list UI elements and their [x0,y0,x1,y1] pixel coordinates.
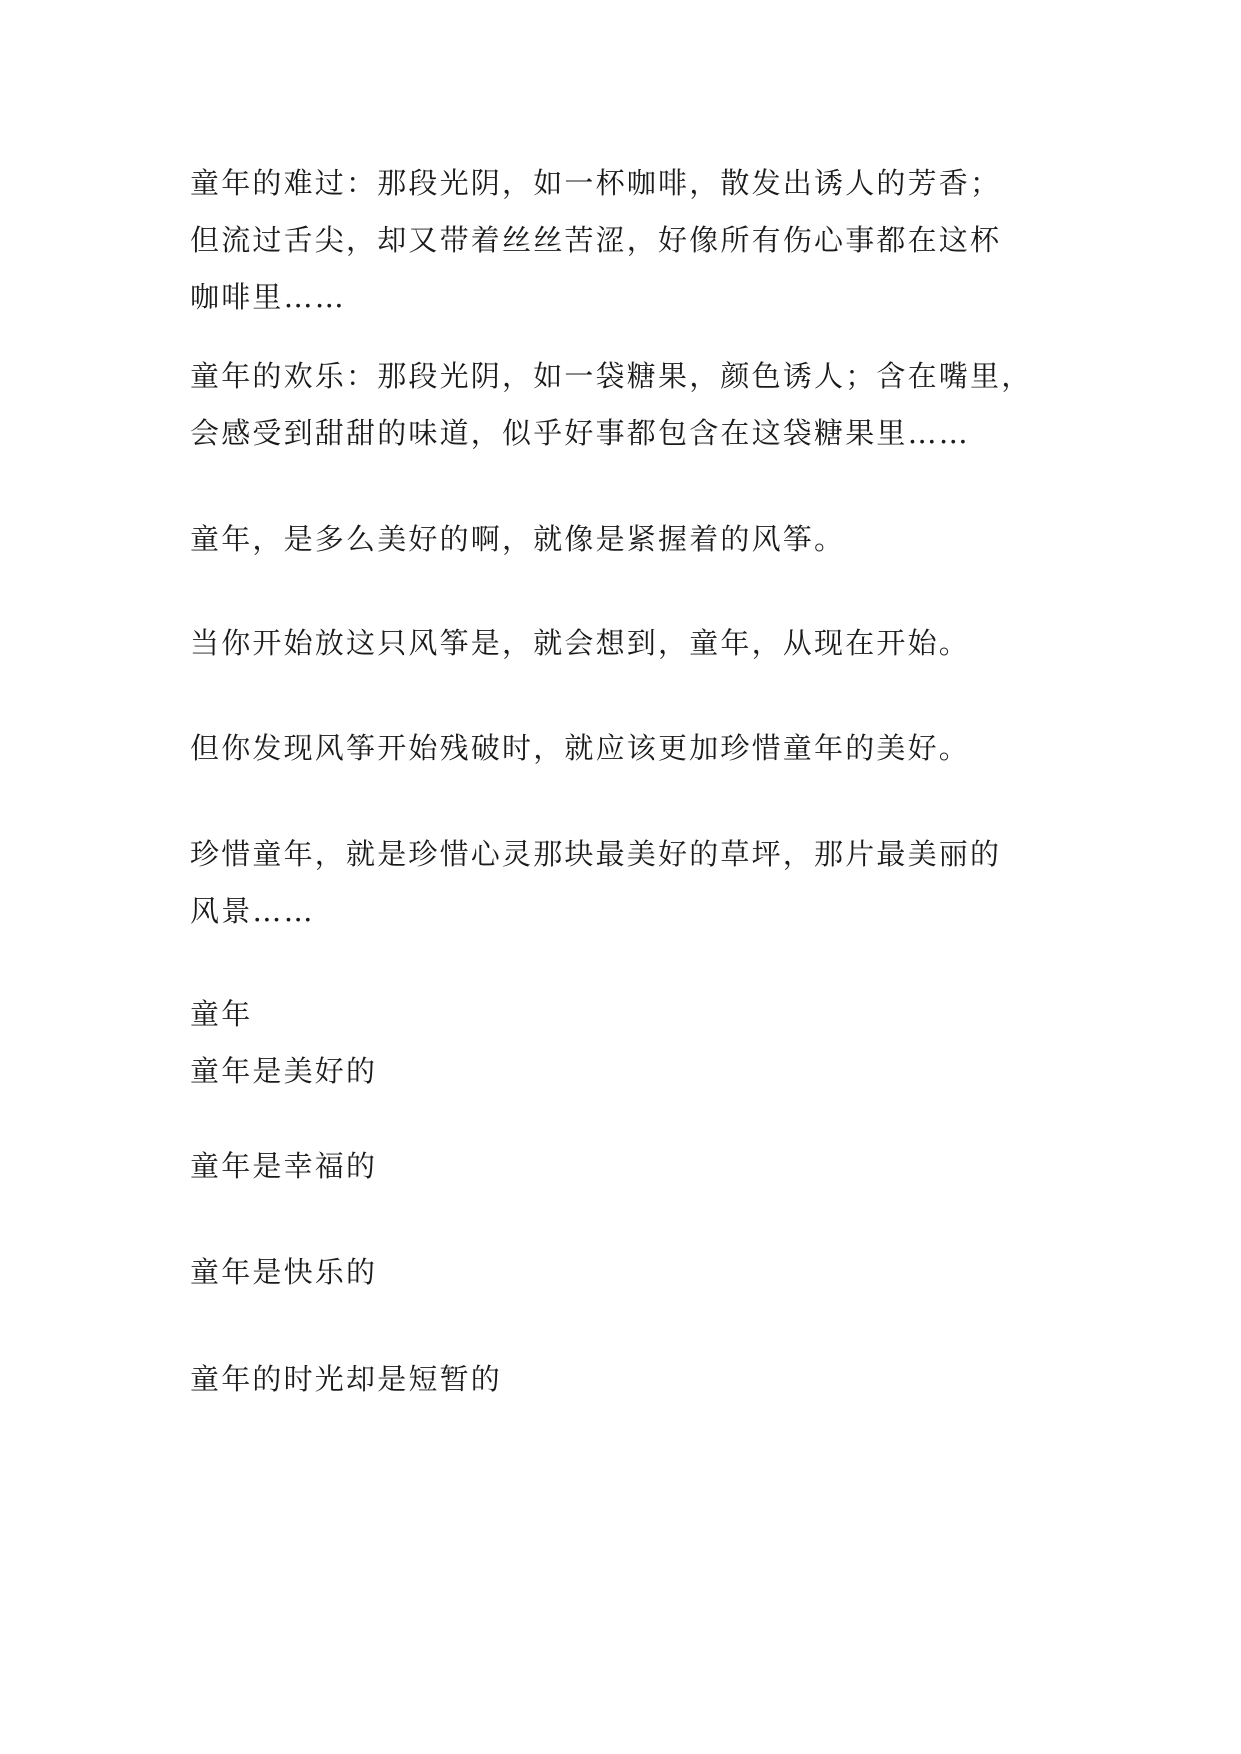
text-line: 童年，是多么美好的啊，就像是紧握着的风筝。 [190,522,846,556]
poem-line: 童年是美好的 [190,1054,378,1088]
paragraph-broken-kite [190,720,1070,777]
poem-line: 童年是快乐的 [190,1255,378,1289]
poem-stanza [190,1138,1070,1195]
paragraph-cherish [190,826,1070,940]
paragraph-childhood-joy [190,348,1070,462]
paragraph-fly-kite [190,615,1070,672]
poem-line: 童年的时光却是短暂的 [190,1362,503,1396]
text-line: 咖啡里…… [190,280,347,314]
paragraph-childhood-sadness [190,155,1070,326]
text-line: 童年的难过：那段光阴，如一杯咖啡，散发出诱人的芳香； [190,166,1002,200]
text-line: 当你开始放这只风筝是，就会想到，童年，从现在开始。 [190,626,971,660]
text-line: 童年的欢乐：那段光阴，如一袋糖果，颜色诱人；含在嘴里， [190,359,1033,393]
poem-stanza [190,1244,1070,1301]
text-line: 但你发现风筝开始残破时，就应该更加珍惜童年的美好。 [190,731,971,765]
text-line: 珍惜童年，就是珍惜心灵那块最美好的草坪，那片最美丽的 [190,837,1002,871]
poem-stanza [190,1351,1070,1408]
poem-line: 童年是幸福的 [190,1149,378,1183]
text-line: 但流过舌尖，却又带着丝丝苦涩，好像所有伤心事都在这杯 [190,223,1002,257]
paragraph-kite [190,511,1070,568]
poem-title-block [190,986,1070,1100]
text-line: 风景…… [190,894,315,928]
poem-title: 童年 [190,997,253,1031]
text-line: 会感受到甜甜的味道，似乎好事都包含在这袋糖果里…… [190,416,971,450]
